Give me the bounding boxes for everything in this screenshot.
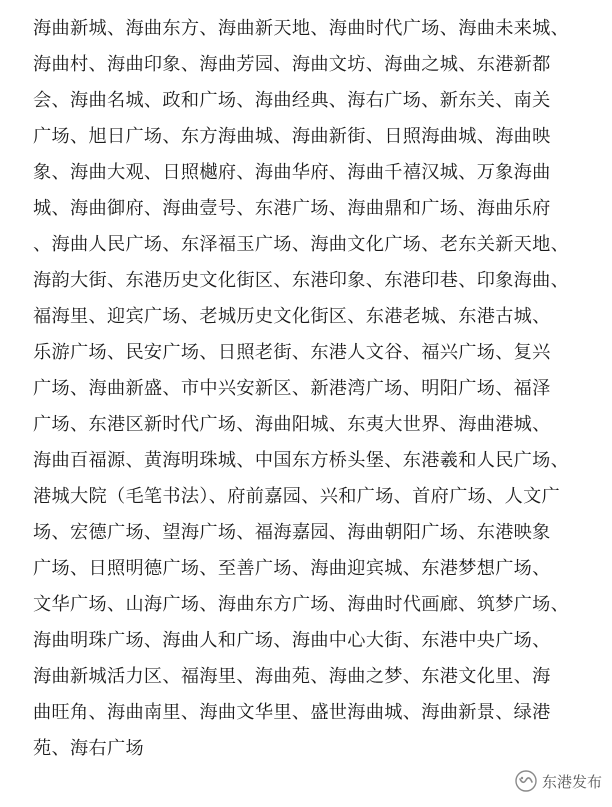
- text-line-13: 海曲百福源、黄海明珠城、中国东方桥头堡、东港羲和人民广场、: [33, 450, 570, 471]
- text-line-16: 广场、日照明德广场、至善广场、海曲迎宾城、东港梦想广场、: [33, 558, 551, 579]
- source-watermark: [515, 768, 602, 794]
- text-line-17: 文华广场、山海广场、海曲东方广场、海曲时代画廊、筑梦广场、: [33, 594, 570, 615]
- text-line-6: 城、海曲御府、海曲壹号、东港广场、海曲鼎和广场、海曲乐府: [33, 198, 551, 219]
- text-line-14: 港城大院（毛笔书法）、府前嘉园、兴和广场、首府广场、人文广: [33, 486, 561, 507]
- text-line-8: 海韵大街、东港历史文化街区、东港印象、东港印巷、印象海曲、: [33, 270, 570, 291]
- text-line-18: 海曲明珠广场、海曲人和广场、海曲中心大街、东港中央广场、: [33, 630, 551, 651]
- text-line-10: 乐游广场、民安广场、日照老街、东港人文谷、福兴广场、复兴: [33, 342, 551, 363]
- text-line-7: 、海曲人民广场、东泽福玉广场、海曲文化广场、老东关新天地、: [33, 234, 570, 255]
- text-line-2: 海曲村、海曲印象、海曲芳园、海曲文坊、海曲之城、东港新都: [33, 54, 551, 75]
- wechat-channel-icon: [515, 770, 537, 792]
- text-line-5: 象、海曲大观、日照樾府、海曲华府、海曲千禧汉城、万象海曲: [33, 162, 551, 183]
- text-line-21: 苑、海右广场: [33, 738, 144, 759]
- text-line-12: 广场、东港区新时代广场、海曲阳城、东夷大世界、海曲港城、: [33, 414, 551, 435]
- text-line-11: 广场、海曲新盛、市中兴安新区、新港湾广场、明阳广场、福泽: [33, 378, 551, 399]
- watermark-label: 东港发布: [541, 772, 602, 791]
- text-line-1: 海曲新城、海曲东方、海曲新天地、海曲时代广场、海曲未来城、: [33, 18, 570, 39]
- text-line-19: 海曲新城活力区、福海里、海曲苑、海曲之梦、东港文化里、海: [33, 666, 551, 687]
- text-line-9: 福海里、迎宾广场、老城历史文化街区、东港老城、东港古城、: [33, 306, 551, 327]
- text-line-4: 广场、旭日广场、东方海曲城、海曲新街、日照海曲城、海曲映: [33, 126, 551, 147]
- text-line-3: 会、海曲名城、政和广场、海曲经典、海右广场、新东关、南关: [33, 90, 551, 111]
- text-line-20: 曲旺角、海曲南里、海曲文华里、盛世海曲城、海曲新景、绿港: [33, 702, 551, 723]
- text-line-15: 场、宏德广场、望海广场、福海嘉园、海曲朝阳广场、东港映象: [33, 522, 551, 543]
